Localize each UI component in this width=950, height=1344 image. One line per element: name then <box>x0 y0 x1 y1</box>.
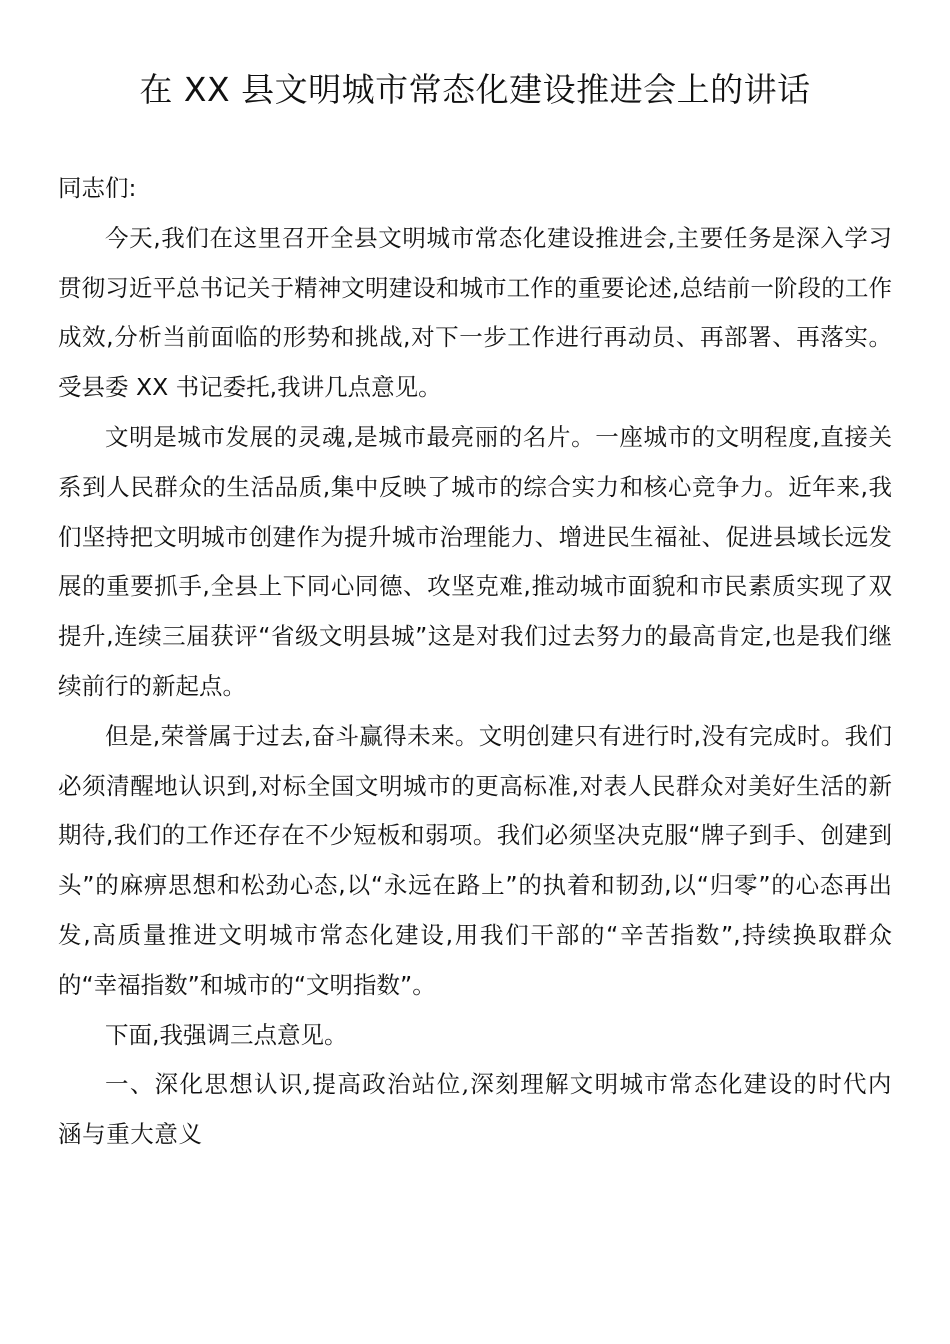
paragraph-civilization-soul: 文明是城市发展的灵魂,是城市最亮丽的名片。一座城市的文明程度,直接关系到人民群众的生活品质,集中反映了城市的综合实力和核心竞争力。近年来,我们坚持把文明城市创建作为提升城市治理能力、增进民生福祉、促进县域长远发展的重要抓手,全县上下同心同德、攻坚克难,推动城市面貌和市民素质实现了双提升,连续三届获评“省级文明县城”这是对我们过去努力的最高肯定,也是我们继续前行的新起点。 <box>58 422 892 700</box>
document-body <box>58 164 892 1160</box>
paragraph-opening: 今天,我们在这里召开全县文明城市常态化建设推进会,主要任务是深入学习贯彻习近平总书记关于精神文明建设和城市工作的重要论述,总结前一阶段的工作成效,分析当前面临的形势和挑战,对下一步工作进行再动员、再部署、再落实。受县委 XX 书记委托,我讲几点意见。 <box>58 223 892 402</box>
document-title: 在 XX 县文明城市常态化建设推进会上的讲话 <box>139 70 811 109</box>
paragraph-three-points: 下面,我强调三点意见。 <box>105 1020 348 1049</box>
section-heading-one: 一、深化思想认识,提高政治站位,深刻理解文明城市常态化建设的时代内涵与重大意义 <box>58 1070 892 1149</box>
paragraph-honor-past: 但是,荣誉属于过去,奋斗赢得未来。文明创建只有进行时,没有完成时。我们必须清醒地认识到,对标全国文明城市的更高标准,对表人民群众对美好生活的新期待,我们的工作还存在不少短板和弱项。我们必须坚决克服“牌子到手、创建到头”的麻痹思想和松劲心态,以“永远在路上”的执着和韧劲,以“归零”的心态再出发,高质量推进文明城市常态化建设,用我们干部的“辛苦指数”,持续换取群众的“幸福指数”和城市的“文明指数”。 <box>58 721 892 999</box>
salutation: 同志们: <box>58 174 137 202</box>
